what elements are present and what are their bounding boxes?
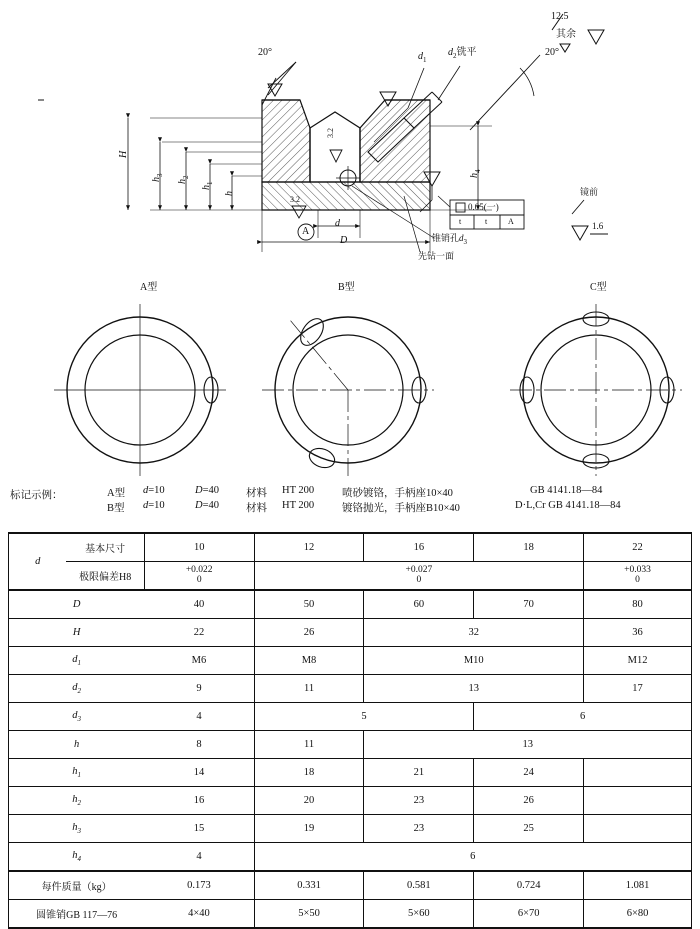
cell-h1-4: 24 <box>474 759 584 787</box>
table-row-tolerance <box>9 562 692 591</box>
rings-svg <box>0 280 700 485</box>
cell-h3-4: 25 <box>474 815 584 843</box>
row-name-D: D <box>9 590 145 619</box>
dim-d-label: d <box>335 218 340 229</box>
cell-d2-3: 13 <box>364 675 584 703</box>
mirror-note-label: 镜前 <box>580 187 599 197</box>
cell-h2-1: 16 <box>144 787 254 815</box>
marking-mat-label-b: 材料 <box>246 503 267 514</box>
table-row <box>9 731 692 759</box>
cell-d1-2: M8 <box>254 647 364 675</box>
cell-h1-5 <box>584 759 692 787</box>
height-h2-label: $h_1$ <box>201 181 214 190</box>
tol-3-upper: +0.033 <box>624 564 651 575</box>
row-name-d: d <box>9 533 67 590</box>
datum-a-label: A <box>302 226 310 237</box>
table-row <box>9 703 692 731</box>
mass-label: 每件质量（kg） <box>9 871 145 900</box>
dim-d2-note-label: $d_2$铣平 <box>448 47 477 60</box>
row-name-d3: $d_3$ <box>9 703 145 731</box>
cell-D-2: 50 <box>254 590 364 619</box>
marking-mat-a: HT 200 <box>282 485 315 496</box>
table-row <box>9 759 692 787</box>
mass-4: 0.724 <box>474 871 584 900</box>
marking-row <box>10 500 690 515</box>
marking-type-b: B型 <box>107 503 125 514</box>
tolerance-1 <box>144 562 254 591</box>
drawing-svg <box>0 0 700 285</box>
marking-mat-b: HT 200 <box>282 500 315 511</box>
row-name-h1: $h_1$ <box>9 759 145 787</box>
marking-title: 标记示例： <box>10 490 63 501</box>
roughness-16-label: 1.6 <box>592 221 604 231</box>
marking-mat-label-a: 材料 <box>246 488 267 499</box>
cell-D-4: 70 <box>474 590 584 619</box>
marking-d-b: d=10 <box>143 500 165 511</box>
engineering-drawing <box>0 0 700 285</box>
taper-note-label: 锥销孔$d_3$ <box>432 233 468 246</box>
table-row <box>9 787 692 815</box>
table-row <box>9 675 692 703</box>
surface-note-value: 12.5 <box>551 11 569 22</box>
cell-h3-3: 23 <box>364 815 474 843</box>
cell-H-1: 22 <box>144 619 254 647</box>
mass-3: 0.581 <box>364 871 474 900</box>
roughness-32-lower: 3.2 <box>290 195 300 204</box>
cell-h3-2: 19 <box>254 815 364 843</box>
tolerance-label: 极限偏差H8 <box>66 562 144 591</box>
basic-size-4: 18 <box>474 533 584 562</box>
ring-views <box>0 280 700 485</box>
row-name-h2: $h_2$ <box>9 787 145 815</box>
marking-finish-b: 镀铬抛光，手柄座B10×40 <box>342 503 460 514</box>
cell-h1-3: 21 <box>364 759 474 787</box>
marking-std-a: GB 4141.18—84 <box>530 485 603 496</box>
cell-D-3: 60 <box>364 590 474 619</box>
cell-d3-3: 6 <box>474 703 692 731</box>
tol-1-upper: +0.022 <box>185 564 213 575</box>
marking-examples <box>10 485 690 515</box>
dim-D-label: D <box>340 235 348 246</box>
pin-2: 5×50 <box>254 900 364 929</box>
drill-note-label: 先钻一面 <box>418 251 455 261</box>
pin-label: 圆锥销GB 117—76 <box>9 900 145 929</box>
cell-h1-2: 18 <box>254 759 364 787</box>
row-name-h: h <box>9 731 145 759</box>
tolerance-3 <box>584 562 692 591</box>
cell-h-1: 8 <box>144 731 254 759</box>
cell-h4-2: 6 <box>254 843 691 872</box>
tolerance-box-value: 0.05(一) <box>468 202 499 212</box>
tol-3-lower: 0 <box>635 574 640 585</box>
marking-D-b: D=40 <box>195 500 220 511</box>
roughness-32-inner: 3.2 <box>326 128 335 138</box>
height-h1-label: $h_2$ <box>177 175 190 184</box>
mass-2: 0.331 <box>254 871 364 900</box>
height-h3-label: h <box>224 191 235 196</box>
ring-title-c: C型 <box>590 282 607 293</box>
pin-5: 6×80 <box>584 900 692 929</box>
mass-1: 0.173 <box>144 871 254 900</box>
cell-h-3: 13 <box>364 731 692 759</box>
marking-D-a: D=40 <box>195 485 220 496</box>
height-h4-label: $h_4$ <box>469 169 482 178</box>
angle-left-label: 20° <box>258 47 272 58</box>
height-H-label: H <box>118 150 129 158</box>
cell-D-1: 40 <box>144 590 254 619</box>
cell-d1-1: M6 <box>144 647 254 675</box>
basic-size-5: 22 <box>584 533 692 562</box>
mass-5: 1.081 <box>584 871 692 900</box>
cell-d3-1: 4 <box>144 703 254 731</box>
cell-h2-5 <box>584 787 692 815</box>
pin-4: 6×70 <box>474 900 584 929</box>
cell-D-5: 80 <box>584 590 692 619</box>
cell-h-2: 11 <box>254 731 364 759</box>
basic-size-1: 10 <box>144 533 254 562</box>
cell-H-4: 36 <box>584 619 692 647</box>
table-row-basic <box>9 533 692 562</box>
row-name-d1: $d_1$ <box>9 647 145 675</box>
cell-h1-1: 14 <box>144 759 254 787</box>
tol-2-upper: +0.027 <box>405 564 433 575</box>
basic-size-label: 基本尺寸 <box>66 533 144 562</box>
tolerance-cell-1: t <box>459 217 462 226</box>
cell-d1-4: M12 <box>584 647 692 675</box>
row-name-h3: $h_3$ <box>9 815 145 843</box>
cell-h4-1: 4 <box>144 843 254 872</box>
basic-size-3: 16 <box>364 533 474 562</box>
pin-3: 5×60 <box>364 900 474 929</box>
surface-note-label: 其余 <box>556 29 576 40</box>
dim-d1-label: $d_1$ <box>418 51 427 64</box>
tol-2-lower: 0 <box>416 574 422 585</box>
table-row <box>9 647 692 675</box>
tol-1-lower: 0 <box>196 574 202 585</box>
basic-size-2: 12 <box>254 533 364 562</box>
table-row <box>9 815 692 843</box>
row-name-d2: $d_2$ <box>9 675 145 703</box>
dimensions-table <box>8 532 692 929</box>
table-row <box>9 619 692 647</box>
table-row-mass <box>9 871 692 900</box>
angle-right-label: 20° <box>545 47 559 58</box>
marking-std-b: D·L,Cr GB 4141.18—84 <box>515 500 621 511</box>
cell-h2-2: 20 <box>254 787 364 815</box>
cell-d3-2: 5 <box>254 703 474 731</box>
cell-H-2: 26 <box>254 619 364 647</box>
row-name-h4: $h_4$ <box>9 843 145 872</box>
table-row <box>9 590 692 619</box>
cell-H-3: 32 <box>364 619 584 647</box>
marking-type-a: A型 <box>107 488 126 499</box>
row-name-H: H <box>9 619 145 647</box>
marking-row <box>10 485 690 500</box>
tolerance-cell-2: t <box>485 217 488 226</box>
cell-d2-2: 11 <box>254 675 364 703</box>
marking-finish-a: 喷砂镀铬，手柄座10×40 <box>342 488 453 499</box>
pin-1: 4×40 <box>144 900 254 929</box>
tolerance-2 <box>254 562 583 591</box>
cell-d1-3: M10 <box>364 647 584 675</box>
tolerance-datum-label: A <box>508 217 514 226</box>
cell-h3-1: 15 <box>144 815 254 843</box>
table-row <box>9 843 692 872</box>
cell-d2-1: 9 <box>144 675 254 703</box>
cell-d2-4: 17 <box>584 675 692 703</box>
cell-h3-5 <box>584 815 692 843</box>
cell-h2-3: 23 <box>364 787 474 815</box>
cell-h2-4: 26 <box>474 787 584 815</box>
marking-d-a: d=10 <box>143 485 165 496</box>
ring-title-b: B型 <box>338 282 355 293</box>
height-h-label: $h_3$ <box>151 173 164 182</box>
ring-title-a: A型 <box>140 282 158 293</box>
